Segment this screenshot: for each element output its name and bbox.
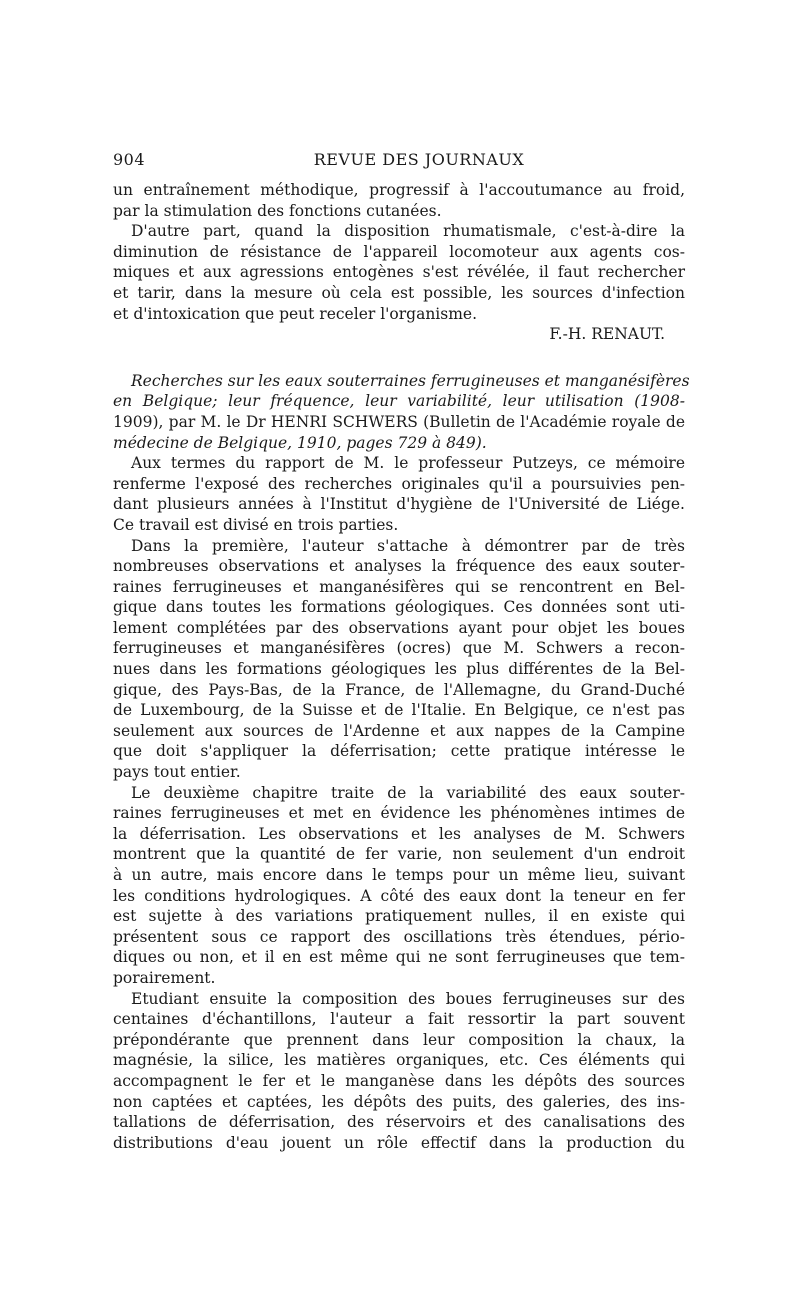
document-page	[113, 150, 690, 1153]
text-line: accompagnent le fer et le manganèse dans les dépôts des sources	[113, 1071, 685, 1090]
article-continuation	[113, 180, 685, 345]
text-line: distributions d'eau jouent un rôle effectif dans la production du	[113, 1133, 685, 1152]
text-line: miques et aux agressions entogènes s'est révélée, il faut rechercher	[113, 263, 685, 282]
text-line: la déferrisation. Les observations et les analyses de M. Schwers	[113, 824, 685, 843]
text-line: lement complétées par des observations ayant pour objet les boues	[113, 618, 685, 637]
text-line: gique, des Pays-Bas, de la France, de l'Allemagne, du Grand-Duché	[113, 680, 685, 699]
citation-line: médecine de Belgique, 1910, pages 729 à 849).	[113, 433, 487, 452]
text-line: un entraînement méthodique, progressif à l'accoutumance au froid,	[113, 181, 685, 199]
text-line: Dans la première, l'auteur s'attache à démontrer par de très	[131, 536, 685, 555]
text-line: D'autre part, quand la disposition rhumatismale, c'est-à-dire la	[131, 222, 685, 241]
text-line: centaines d'échantillons, l'auteur a fait ressortir la part souvent	[113, 1010, 685, 1029]
text-line: est sujette à des variations pratiquement nulles, il en existe qui	[113, 907, 685, 926]
text-line: par la stimulation des fonctions cutanées.	[113, 201, 442, 220]
text-line: raines ferrugineuses et manganésifères qui se rencontrent en Bel-	[113, 577, 685, 596]
text-line: nombreuses observations et analyses la fréquence des eaux souter-	[113, 557, 685, 576]
review-entry	[113, 371, 690, 1154]
text-line: non captées et captées, les dépôts des puits, des galeries, des ins-	[113, 1092, 685, 1111]
page-number: 904	[113, 150, 146, 169]
text-line: montrent que la quantité de fer varie, non seulement d'un endroit	[113, 845, 685, 864]
text-line: et tarir, dans la mesure où cela est possible, les sources d'infection	[113, 283, 685, 302]
text-line: de Luxembourg, de la Suisse et de l'Italie. En Belgique, ce n'est pas	[113, 701, 685, 720]
text-line: prépondérante que prennent dans leur composition la chaux, la	[113, 1030, 685, 1049]
text-line: Le deuxième chapitre traite de la variabilité des eaux souter-	[131, 783, 685, 802]
text-line: renferme l'exposé des recherches originales qu'il a poursuivies pen-	[113, 474, 685, 493]
text-line: pays tout entier.	[113, 763, 241, 782]
text-line: dant plusieurs années à l'Institut d'hygiène de l'Université de Liége.	[113, 495, 685, 514]
text-line: diminution de résistance de l'appareil locomoteur aux agents cos-	[113, 242, 685, 261]
citation-line: Recherches sur les eaux souterraines ferrugineuses et manganésifères	[131, 371, 690, 390]
text-line: que doit s'appliquer la déferrisation; cette pratique intéresse le	[113, 742, 685, 761]
text-line: gique dans toutes les formations géologiques. Ces données sont uti-	[113, 598, 685, 617]
section-divider-space	[113, 345, 685, 371]
text-line: Etudiant ensuite la composition des boues ferrugineuses sur des	[131, 989, 685, 1008]
text-line: les conditions hydrologiques. A côté des eaux dont la teneur en fer	[113, 886, 685, 905]
text-line: Ce travail est divisé en trois parties.	[113, 515, 399, 534]
citation-line: 1909), par M. le Dr HENRI SCHWERS (Bulletin de l'Académie royale de	[113, 412, 685, 431]
text-line: nues dans les formations géologiques les plus différentes de la Bel-	[113, 660, 685, 679]
text-line: et d'intoxication que peut receler l'organisme.	[113, 304, 478, 323]
text-line: raines ferrugineuses et met en évidence les phénomènes intimes de	[113, 804, 685, 823]
text-line: seulement aux sources de l'Ardenne et aux nappes de la Campine	[113, 721, 685, 740]
text-line: Aux termes du rapport de M. le professeur Putzeys, ce mémoire	[131, 454, 685, 473]
author-signature: F.-H. RENAUT.	[549, 325, 665, 344]
running-header	[113, 150, 685, 180]
text-line: porairement.	[113, 968, 216, 987]
journal-title: REVUE DES JOURNAUX	[313, 150, 525, 169]
text-line: tallations de déferrisation, des réservoirs et des canalisations des	[113, 1113, 685, 1132]
text-line: magnésie, la silice, les matières organiques, etc. Ces éléments qui	[113, 1051, 685, 1070]
text-line: à un autre, mais encore dans le temps pour un même lieu, suivant	[113, 866, 685, 884]
text-line: diques ou non, et il en est même qui ne sont ferrugineuses que tem-	[113, 948, 685, 967]
citation-line: en Belgique; leur fréquence, leur variabilité, leur utilisation (1908-	[113, 392, 685, 411]
text-line: ferrugineuses et manganésifères (ocres) que M. Schwers a recon-	[113, 639, 685, 658]
text-line: présentent sous ce rapport des oscillations très étendues, pério-	[113, 927, 685, 946]
